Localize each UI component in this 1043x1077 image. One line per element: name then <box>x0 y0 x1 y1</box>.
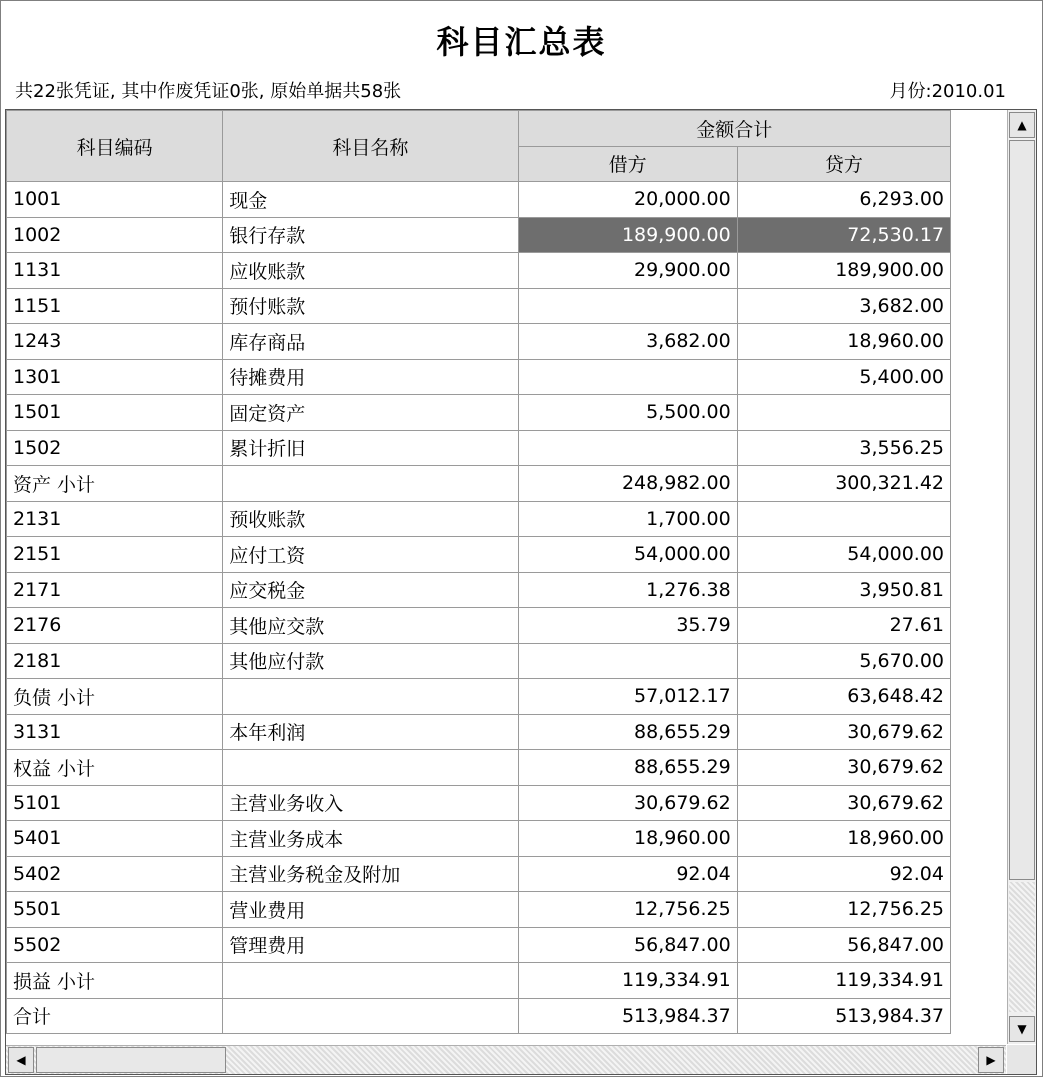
cell-account-code[interactable]: 3131 <box>7 714 223 750</box>
cell-account-name[interactable]: 库存商品 <box>223 324 518 360</box>
cell-credit[interactable]: 92.04 <box>737 856 950 892</box>
cell-account-code[interactable]: 2176 <box>7 608 223 644</box>
vertical-scroll-track[interactable] <box>1009 882 1035 1012</box>
cell-account-name[interactable]: 管理费用 <box>223 927 518 963</box>
cell-account-name[interactable]: 主营业务成本 <box>223 821 518 857</box>
cell-account-name[interactable] <box>223 466 518 502</box>
cell-account-code[interactable]: 1002 <box>7 217 223 253</box>
arrow-down-icon[interactable]: ▼ <box>1009 1016 1035 1042</box>
cell-account-code[interactable]: 2171 <box>7 572 223 608</box>
cell-account-name[interactable]: 主营业务税金及附加 <box>223 856 518 892</box>
report-title: 科目汇总表 <box>436 23 607 61</box>
vertical-scroll-thumb[interactable] <box>1009 140 1035 880</box>
cell-credit[interactable]: 12,756.25 <box>737 892 950 928</box>
cell-credit[interactable]: 513,984.37 <box>737 998 950 1034</box>
table-row[interactable] <box>7 714 951 750</box>
cell-credit[interactable]: 6,293.00 <box>737 182 950 218</box>
cell-credit[interactable]: 27.61 <box>737 608 950 644</box>
cell-debit[interactable] <box>518 359 737 395</box>
table-row[interactable] <box>7 288 951 324</box>
cell-account-name[interactable]: 应收账款 <box>223 253 518 289</box>
cell-account-code[interactable]: 1502 <box>7 430 223 466</box>
cell-account-name[interactable]: 主营业务收入 <box>223 785 518 821</box>
cell-account-code[interactable]: 5401 <box>7 821 223 857</box>
horizontal-scrollbar[interactable] <box>6 1045 1006 1074</box>
cell-credit[interactable]: 30,679.62 <box>737 785 950 821</box>
cell-account-code[interactable]: 资产 小计 <box>7 466 223 502</box>
cell-debit[interactable]: 12,756.25 <box>518 892 737 928</box>
cell-account-code[interactable]: 5502 <box>7 927 223 963</box>
cell-account-code[interactable]: 权益 小计 <box>7 750 223 786</box>
table-row[interactable] <box>7 501 951 537</box>
cell-credit[interactable]: 18,960.00 <box>737 324 950 360</box>
cell-debit[interactable] <box>518 643 737 679</box>
cell-debit[interactable]: 57,012.17 <box>518 679 737 715</box>
cell-account-code[interactable]: 2151 <box>7 537 223 573</box>
cell-debit[interactable]: 248,982.00 <box>518 466 737 502</box>
table-row[interactable] <box>7 750 951 786</box>
cell-credit[interactable]: 18,960.00 <box>737 821 950 857</box>
cell-debit[interactable]: 35.79 <box>518 608 737 644</box>
cell-credit[interactable]: 56,847.00 <box>737 927 950 963</box>
arrow-right-icon[interactable]: ▶ <box>978 1047 1004 1073</box>
cell-credit[interactable]: 72,530.17 <box>737 217 950 253</box>
cell-account-code[interactable]: 2131 <box>7 501 223 537</box>
cell-credit[interactable]: 300,321.42 <box>737 466 950 502</box>
table-row[interactable] <box>7 572 951 608</box>
cell-account-name[interactable]: 累计折旧 <box>223 430 518 466</box>
cell-account-code[interactable]: 损益 小计 <box>7 963 223 999</box>
cell-account-code[interactable]: 2181 <box>7 643 223 679</box>
vertical-scrollbar[interactable] <box>1007 110 1036 1044</box>
cell-debit[interactable]: 5,500.00 <box>518 395 737 431</box>
voucher-summary: 共22张凭证, 其中作废凭证0张, 原始单据共58张 <box>15 81 402 102</box>
cell-credit[interactable] <box>737 395 950 431</box>
table-row[interactable] <box>7 253 951 289</box>
table-row[interactable] <box>7 785 951 821</box>
cell-account-code[interactable]: 1001 <box>7 182 223 218</box>
cell-credit[interactable]: 54,000.00 <box>737 537 950 573</box>
cell-account-name[interactable] <box>223 963 518 999</box>
table-row[interactable] <box>7 217 951 253</box>
cell-account-code[interactable]: 1501 <box>7 395 223 431</box>
cell-debit[interactable]: 1,700.00 <box>518 501 737 537</box>
cell-account-code[interactable]: 5402 <box>7 856 223 892</box>
cell-debit[interactable]: 18,960.00 <box>518 821 737 857</box>
cell-account-name[interactable]: 应交税金 <box>223 572 518 608</box>
arrow-left-icon[interactable]: ◀ <box>8 1047 34 1073</box>
cell-debit[interactable]: 92.04 <box>518 856 737 892</box>
table-row[interactable] <box>7 466 951 502</box>
cell-account-name[interactable]: 预收账款 <box>223 501 518 537</box>
cell-account-name[interactable]: 固定资产 <box>223 395 518 431</box>
cell-account-name[interactable]: 待摊费用 <box>223 359 518 395</box>
cell-credit[interactable]: 30,679.62 <box>737 714 950 750</box>
cell-account-code[interactable]: 1131 <box>7 253 223 289</box>
cell-credit[interactable]: 119,334.91 <box>737 963 950 999</box>
cell-account-code[interactable]: 合计 <box>7 998 223 1034</box>
cell-account-name[interactable]: 本年利润 <box>223 714 518 750</box>
cell-account-name[interactable]: 预付账款 <box>223 288 518 324</box>
table-row[interactable] <box>7 430 951 466</box>
horizontal-scroll-thumb[interactable] <box>36 1047 226 1073</box>
table-row[interactable] <box>7 998 951 1034</box>
cell-credit[interactable] <box>737 501 950 537</box>
header-account-name[interactable]: 科目名称 <box>223 111 518 182</box>
header-credit[interactable]: 贷方 <box>737 146 950 182</box>
cell-debit[interactable]: 54,000.00 <box>518 537 737 573</box>
cell-debit[interactable]: 513,984.37 <box>518 998 737 1034</box>
cell-debit[interactable]: 88,655.29 <box>518 714 737 750</box>
cell-account-name[interactable] <box>223 679 518 715</box>
scrollbar-corner <box>1007 1045 1036 1074</box>
table-row[interactable] <box>7 324 951 360</box>
cell-debit[interactable] <box>518 430 737 466</box>
cell-credit[interactable]: 189,900.00 <box>737 253 950 289</box>
table-row[interactable] <box>7 963 951 999</box>
cell-account-code[interactable]: 1151 <box>7 288 223 324</box>
header-account-code[interactable]: 科目编码 <box>7 111 223 182</box>
cell-account-name[interactable]: 其他应交款 <box>223 608 518 644</box>
cell-debit[interactable]: 30,679.62 <box>518 785 737 821</box>
cell-account-name[interactable]: 现金 <box>223 182 518 218</box>
cell-account-code[interactable]: 负债 小计 <box>7 679 223 715</box>
table-row[interactable] <box>7 395 951 431</box>
cell-credit[interactable]: 3,950.81 <box>737 572 950 608</box>
cell-credit[interactable]: 3,556.25 <box>737 430 950 466</box>
cell-credit[interactable]: 63,648.42 <box>737 679 950 715</box>
cell-account-code[interactable]: 5101 <box>7 785 223 821</box>
cell-account-name[interactable]: 营业费用 <box>223 892 518 928</box>
cell-account-name[interactable]: 银行存款 <box>223 217 518 253</box>
cell-account-name[interactable] <box>223 750 518 786</box>
table-row[interactable] <box>7 679 951 715</box>
table-row[interactable] <box>7 182 951 218</box>
table-row[interactable] <box>7 927 951 963</box>
cell-credit[interactable]: 30,679.62 <box>737 750 950 786</box>
cell-debit[interactable]: 1,276.38 <box>518 572 737 608</box>
month-label: 月份:2010.01 <box>889 81 1006 102</box>
cell-debit[interactable] <box>518 288 737 324</box>
cell-account-name[interactable]: 应付工资 <box>223 537 518 573</box>
cell-debit[interactable]: 20,000.00 <box>518 182 737 218</box>
arrow-up-icon[interactable]: ▲ <box>1009 112 1035 138</box>
cell-account-name[interactable] <box>223 998 518 1034</box>
cell-account-code[interactable]: 1243 <box>7 324 223 360</box>
cell-debit[interactable]: 3,682.00 <box>518 324 737 360</box>
table-row[interactable] <box>7 359 951 395</box>
cell-debit[interactable]: 88,655.29 <box>518 750 737 786</box>
cell-account-code[interactable]: 5501 <box>7 892 223 928</box>
cell-credit[interactable]: 5,670.00 <box>737 643 950 679</box>
cell-debit[interactable]: 189,900.00 <box>518 217 737 253</box>
table-row[interactable] <box>7 608 951 644</box>
cell-debit[interactable]: 119,334.91 <box>518 963 737 999</box>
header-debit[interactable]: 借方 <box>518 146 737 182</box>
table-row[interactable] <box>7 856 951 892</box>
table-row[interactable] <box>7 643 951 679</box>
cell-credit[interactable]: 5,400.00 <box>737 359 950 395</box>
account-summary-table <box>6 110 951 1034</box>
cell-account-code[interactable]: 1301 <box>7 359 223 395</box>
cell-debit[interactable]: 56,847.00 <box>518 927 737 963</box>
header-amount-total: 金额合计 <box>518 111 950 147</box>
cell-account-name[interactable]: 其他应付款 <box>223 643 518 679</box>
table-row[interactable] <box>7 821 951 857</box>
summary-grid[interactable] <box>5 109 1037 1075</box>
table-row[interactable] <box>7 537 951 573</box>
cell-debit[interactable]: 29,900.00 <box>518 253 737 289</box>
table-row[interactable] <box>7 892 951 928</box>
cell-credit[interactable]: 3,682.00 <box>737 288 950 324</box>
